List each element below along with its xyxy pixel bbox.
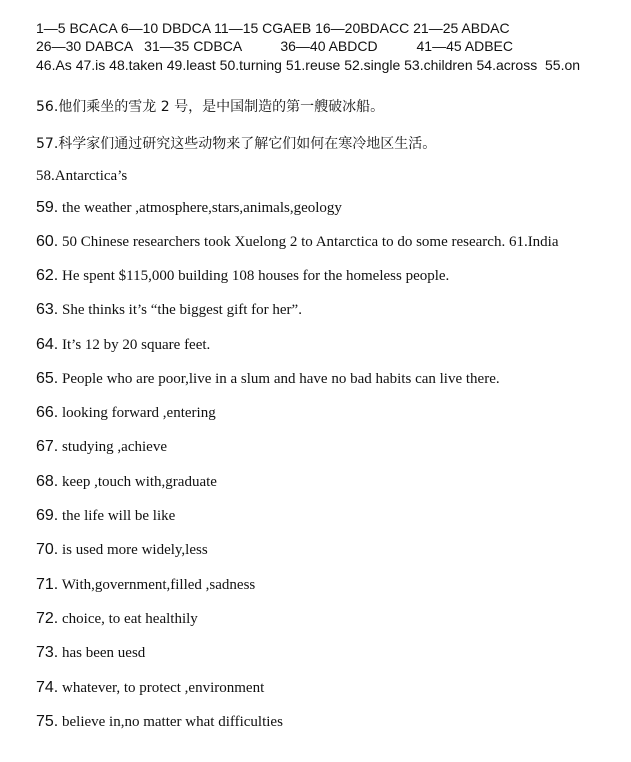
- answer-text: looking forward ,entering: [58, 405, 216, 421]
- answer-text: the weather ,atmosphere,stars,animals,geology: [58, 200, 342, 216]
- answer-number: 73.: [36, 644, 59, 661]
- answer-number: 67.: [36, 438, 59, 455]
- answer-72: [36, 610, 198, 628]
- answer-number: 68.: [36, 473, 59, 490]
- answer-75: [36, 713, 283, 731]
- answer-74: [36, 679, 264, 697]
- answer-number: 66.: [36, 404, 59, 421]
- answer-68: [36, 473, 217, 491]
- answer-56: 56.他们乘坐的雪龙 2 号，是中国制造的第一艘破冰船。: [36, 99, 385, 115]
- fill-in-answers-line: 46.As 47.is 48.taken 49.least 50.turning 51.reuse 52.single 53.children 54.across 55.on: [36, 57, 581, 73]
- answer-text: whatever, to protect ,environment: [58, 680, 265, 696]
- answer-58: 58.Antarctica’s: [36, 168, 128, 184]
- mc-answers-line-2: 26—30 DABCA 31—35 CDBCA 36—40 ABDCD 41—45 ADBEC: [36, 38, 513, 54]
- answer-text: People who are poor,live in a slum and have no bad habits can live there.: [58, 371, 500, 387]
- answer-number: 70.: [36, 541, 59, 558]
- answer-text: It’s 12 by 20 square feet.: [58, 337, 211, 353]
- answer-number: 69.: [36, 507, 59, 524]
- answer-text: studying ,achieve: [58, 439, 167, 455]
- answer-64: [36, 336, 210, 354]
- answer-number: 59.: [36, 199, 59, 216]
- answer-63: [36, 301, 302, 319]
- answer-59: [36, 199, 342, 217]
- answer-number: 65.: [36, 370, 59, 387]
- answer-text: keep ,touch with,graduate: [58, 474, 217, 490]
- answer-73: [36, 644, 145, 662]
- answer-text: the life will be like: [58, 508, 176, 524]
- answer-text: With,government,filled ,sadness: [58, 577, 256, 593]
- answer-number: 75.: [36, 713, 59, 730]
- answer-69: [36, 507, 175, 525]
- answer-number: 60.: [36, 233, 59, 250]
- answer-65: [36, 370, 500, 388]
- answer-text: is used more widely,less: [58, 542, 208, 558]
- answer-number: 63.: [36, 301, 59, 318]
- answer-text: She thinks it’s “the biggest gift for her”.: [58, 302, 302, 318]
- answer-text: believe in,no matter what difficulties: [58, 714, 283, 730]
- answer-60: [36, 233, 559, 251]
- answer-57: 57.科学家们通过研究这些动物来了解它们如何在寒冷地区生活。: [36, 136, 437, 152]
- answer-number: 64.: [36, 336, 59, 353]
- answer-text: has been uesd: [58, 645, 146, 661]
- answer-number: 62.: [36, 267, 59, 284]
- mc-answers-line-1: 1—5 BCACA 6—10 DBDCA 11—15 CGAEB 16—20BDACC 21—25 ABDAC: [36, 20, 510, 36]
- answer-number: 74.: [36, 679, 59, 696]
- answer-text: He spent $115,000 building 108 houses for the homeless people.: [58, 268, 450, 284]
- answer-text: choice, to eat healthily: [58, 611, 198, 627]
- answer-text: 50 Chinese researchers took Xuelong 2 to Antarctica to do some research. 61.India: [58, 234, 559, 250]
- answer-66: [36, 404, 216, 422]
- answer-number: 72.: [36, 610, 59, 627]
- answer-number: 71.: [36, 576, 59, 593]
- answer-67: [36, 438, 167, 456]
- answer-71: [36, 576, 255, 594]
- answer-62: [36, 267, 449, 285]
- answer-70: [36, 541, 208, 559]
